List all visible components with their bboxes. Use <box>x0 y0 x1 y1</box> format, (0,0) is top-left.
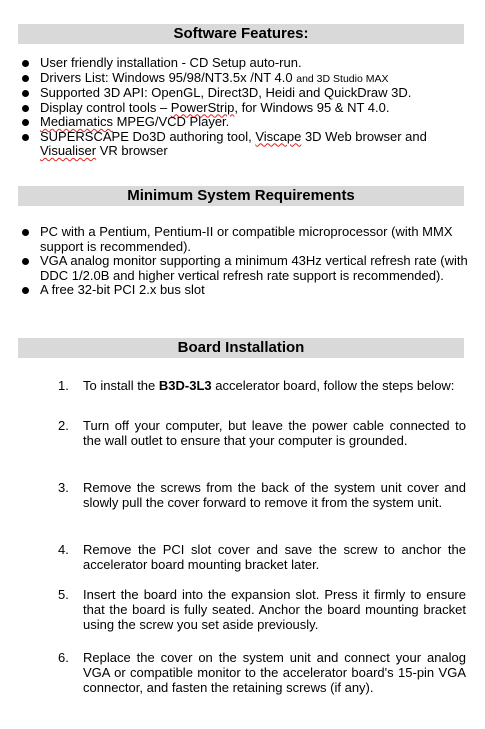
list-item: PC with a Pentium, Pentium-II or compatible microprocessor (with MMX support is recommended). <box>18 225 468 254</box>
software-features-heading: Software Features: <box>18 24 464 44</box>
list-item: Supported 3D API: OpenGL, Direct3D, Heidi and QuickDraw 3D. <box>18 86 468 101</box>
list-item: A free 32-bit PCI 2.x bus slot <box>18 283 468 298</box>
list-item: Mediamatics MPEG/VCD Player. <box>18 115 468 130</box>
bullet-icon <box>22 258 29 265</box>
list-item: Display control tools – PowerStrip, for Windows 95 & NT 4.0. <box>18 101 468 116</box>
step-number: 1. <box>58 378 69 393</box>
installation-step: 2. Turn off your computer, but leave the power cable connected to the wall outlet to ensure that your computer is grounded. <box>58 418 466 448</box>
list-item: Drivers List: Windows 95/98/NT3.5x /NT 4.0 and 3D Studio MAX <box>18 71 468 87</box>
bullet-icon <box>22 119 29 126</box>
bullet-icon <box>22 229 29 236</box>
bullet-icon <box>22 105 29 112</box>
software-features-list <box>18 56 468 159</box>
bullet-icon <box>22 75 29 82</box>
installation-step: 5. Insert the board into the expansion slot. Press it firmly to ensure that the board is fully seated. Anchor the board mounting bracket using the screw you set aside previously. <box>58 587 466 632</box>
step-number: 6. <box>58 650 69 665</box>
installation-step: 4. Remove the PCI slot cover and save the screw to anchor the accelerator board mounting bracket later. <box>58 542 466 572</box>
installation-step: 6. Replace the cover on the system unit and connect your analog VGA or compatible monitor to the accelerator board's 15-pin VGA connector, and fasten the retaining screws (if any). <box>58 650 466 695</box>
list-item: VGA analog monitor supporting a minimum 43Hz vertical refresh rate (with DDC 1/2.0B and higher vertical refresh rate support is recommended). <box>18 254 468 283</box>
step-number: 3. <box>58 480 69 495</box>
installation-step: 1. To install the B3D-3L3 accelerator board, follow the steps below: <box>58 378 455 393</box>
step-number: 2. <box>58 418 69 433</box>
list-item: User friendly installation - CD Setup auto-run. <box>18 56 468 71</box>
step-number: 5. <box>58 587 69 602</box>
bullet-icon <box>22 134 29 141</box>
board-installation-heading: Board Installation <box>18 338 464 358</box>
bullet-icon <box>22 90 29 97</box>
step-number: 4. <box>58 542 69 557</box>
installation-step: 3. Remove the screws from the back of the system unit cover and slowly pull the cover forward to remove it from the system unit. <box>58 480 466 510</box>
bullet-icon <box>22 60 29 67</box>
bullet-icon <box>22 287 29 294</box>
minimum-requirements-heading: Minimum System Requirements <box>18 186 464 206</box>
product-model: B3D-3L3 <box>158 378 212 393</box>
list-item: SUPERSCAPE Do3D authoring tool, Viscape 3D Web browser and Visualiser VR browser <box>18 130 468 159</box>
minimum-requirements-list <box>18 225 468 298</box>
